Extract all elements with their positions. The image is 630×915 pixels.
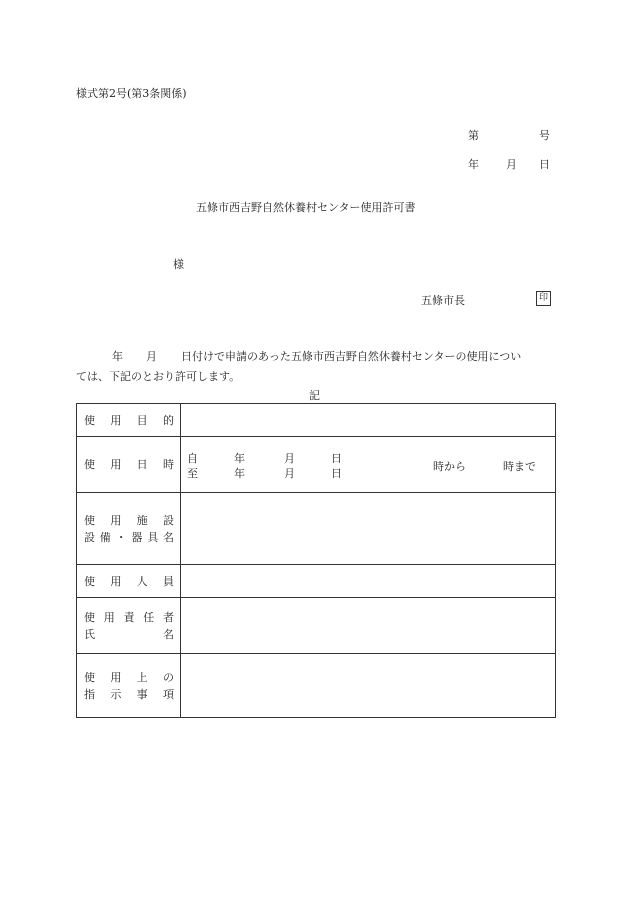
seal-stamp: 印 xyxy=(536,291,551,306)
label-line: 設 備 ・ 器 具 名 xyxy=(84,530,174,544)
datetime-field[interactable] xyxy=(181,437,556,493)
to-day: 日 xyxy=(331,467,342,480)
number-suffix: 号 xyxy=(539,129,550,142)
facilities-field[interactable] xyxy=(181,493,556,565)
document-title: 五條市西吉野自然休養村センター使用許可書 xyxy=(196,201,416,214)
to-month: 月 xyxy=(284,467,295,480)
label-line: 使 用 責 任 者 xyxy=(84,610,174,624)
to-year: 年 xyxy=(234,467,245,480)
statement-text-continued: ては、下記のとおり許可します。 xyxy=(76,370,241,383)
row-facilities xyxy=(77,493,556,565)
form-number-label: 様式第2号(第3条関係) xyxy=(76,87,187,100)
date-day: 日 xyxy=(539,158,550,171)
label-facilities xyxy=(77,493,181,565)
responsible-person-field[interactable] xyxy=(181,598,556,654)
from-year: 年 xyxy=(234,452,245,465)
label-line: 使 用 目 的 xyxy=(84,413,174,427)
statement-year: 年 xyxy=(112,350,123,363)
instructions-field[interactable] xyxy=(181,654,556,718)
from-day: 日 xyxy=(331,452,342,465)
from-time: 時から xyxy=(433,460,466,473)
label-line: 使 用 上 の xyxy=(84,670,174,684)
label-purpose xyxy=(77,404,181,437)
attendees-field[interactable] xyxy=(181,565,556,598)
label-responsible-person xyxy=(77,598,181,654)
permit-details-table xyxy=(76,403,556,718)
label-line: 使 用 人 員 xyxy=(84,574,174,588)
purpose-field[interactable] xyxy=(181,404,556,437)
to-marker: 至 xyxy=(187,467,198,480)
statement-text: 日付けで申請のあった五條市西吉野自然休養村センターの使用につい xyxy=(181,350,522,363)
label-line: 氏 名 xyxy=(84,627,174,641)
to-time: 時まで xyxy=(503,460,536,473)
label-datetime xyxy=(77,437,181,493)
date-year: 年 xyxy=(468,158,479,171)
date-month: 月 xyxy=(506,158,517,171)
addressee-honorific: 様 xyxy=(173,258,184,271)
number-prefix: 第 xyxy=(468,129,479,142)
statement-month: 月 xyxy=(146,350,157,363)
label-instructions xyxy=(77,654,181,718)
label-line: 指 示 事 項 xyxy=(84,687,174,701)
label-line: 使 用 日 時 xyxy=(84,458,174,471)
from-marker: 自 xyxy=(187,452,198,465)
row-instructions xyxy=(77,654,556,718)
row-datetime xyxy=(77,437,556,493)
row-attendees xyxy=(77,565,556,598)
from-month: 月 xyxy=(284,452,295,465)
permission-statement xyxy=(76,347,556,387)
issuer-name: 五條市長 xyxy=(421,294,465,307)
row-purpose xyxy=(77,404,556,437)
label-line: 使 用 施 設 xyxy=(84,513,174,527)
label-attendees xyxy=(77,565,181,598)
ki-heading: 記 xyxy=(309,389,320,402)
row-responsible-person xyxy=(77,598,556,654)
